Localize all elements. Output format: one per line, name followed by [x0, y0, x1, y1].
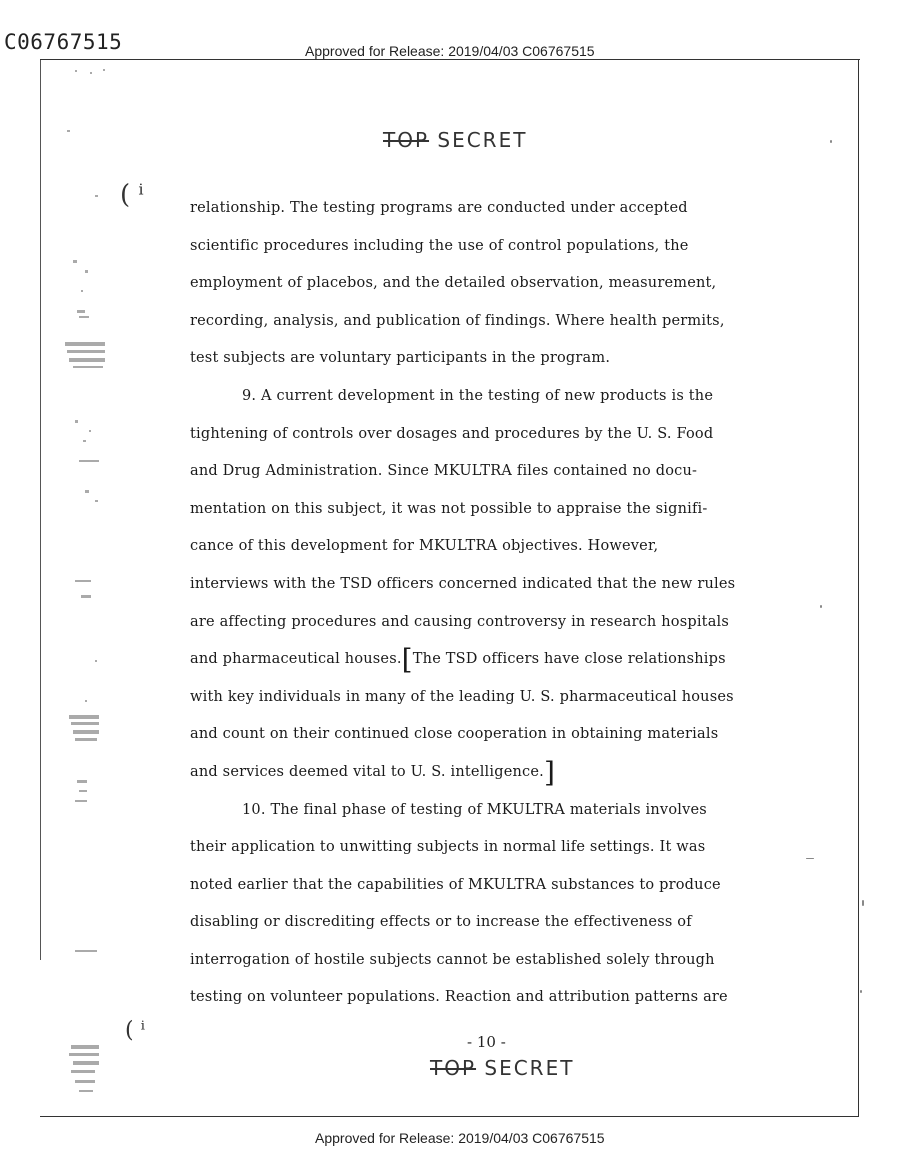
text-line: noted earlier that the capabilities of MKULTRA substances to produce	[190, 876, 721, 893]
classification-marking-bottom	[430, 1056, 574, 1080]
release-stamp-top: Approved for Release: 2019/04/03 C06767515	[305, 43, 595, 59]
page-border-left-rule	[40, 60, 41, 960]
scan-noise	[55, 60, 115, 1120]
margin-mark-bottom: ( ⁱ	[125, 1018, 146, 1043]
text-line: disabling or discrediting effects or to increase the effectiveness of	[190, 914, 692, 931]
classification-word: SECRET	[476, 1056, 575, 1080]
text-segment: The TSD officers have close relationships	[412, 651, 726, 668]
release-stamp-bottom: Approved for Release: 2019/04/03 C06767515	[315, 1130, 605, 1146]
text-line: interrogation of hostile subjects cannot be established solely through	[190, 951, 715, 968]
text-line: interviews with the TSD officers concerned indicated that the new rules	[190, 575, 736, 592]
text-line	[190, 641, 800, 679]
text-line: with key individuals in many of the leading U. S. pharmaceutical houses	[190, 688, 734, 705]
text-segment: and pharmaceutical houses.	[190, 651, 402, 668]
classification-struck-word: TOP	[430, 1056, 477, 1080]
text-line: relationship. The testing programs are conducted under accepted	[190, 200, 688, 216]
text-line: cance of this development for MKULTRA objectives. However,	[190, 538, 659, 555]
scan-speck	[820, 605, 822, 608]
classification-word: SECRET	[429, 128, 528, 152]
text-line	[190, 754, 800, 792]
text-line: and Drug Administration. Since MKULTRA files contained no docu-	[190, 463, 698, 480]
redaction-bracket-close: ]	[543, 755, 556, 789]
page-number: - 10 -	[467, 1033, 506, 1051]
text-line: test subjects are voluntary participants in the program.	[190, 350, 611, 367]
text-segment: and services deemed vital to U. S. intelligence.	[190, 763, 544, 780]
scan-speck	[806, 858, 814, 859]
scan-speck	[860, 990, 862, 993]
text-line: testing on volunteer populations. Reaction and attribution patterns are	[190, 989, 728, 1006]
text-line: mentation on this subject, it was not possible to appraise the signifi-	[190, 500, 708, 517]
text-line: and count on their continued close cooperation in obtaining materials	[190, 726, 719, 743]
margin-mark-top: ( ⁱ	[120, 180, 144, 210]
classification-marking-top	[383, 128, 527, 152]
text-line: tightening of controls over dosages and procedures by the U. S. Food	[190, 425, 714, 442]
text-line: employment of placebos, and the detailed observation, measurement,	[190, 275, 717, 292]
body-text	[190, 190, 800, 1017]
paragraph-9-start: 9. A current development in the testing of new products is the	[242, 387, 714, 404]
text-line: scientific procedures including the use of control populations, the	[190, 237, 689, 254]
redaction-bracket-open: [	[401, 643, 413, 677]
text-line: recording, analysis, and publication of findings. Where health permits,	[190, 312, 725, 329]
text-line: are affecting procedures and causing controversy in research hospitals	[190, 613, 730, 630]
scan-speck	[862, 900, 864, 906]
document-id: C06767515	[4, 30, 123, 54]
text-line: their application to unwitting subjects in normal life settings. It was	[190, 839, 706, 856]
paragraph-10-start: 10. The final phase of testing of MKULTRA materials involves	[242, 801, 707, 818]
scan-speck	[830, 140, 832, 143]
classification-struck-word: TOP	[383, 128, 430, 152]
